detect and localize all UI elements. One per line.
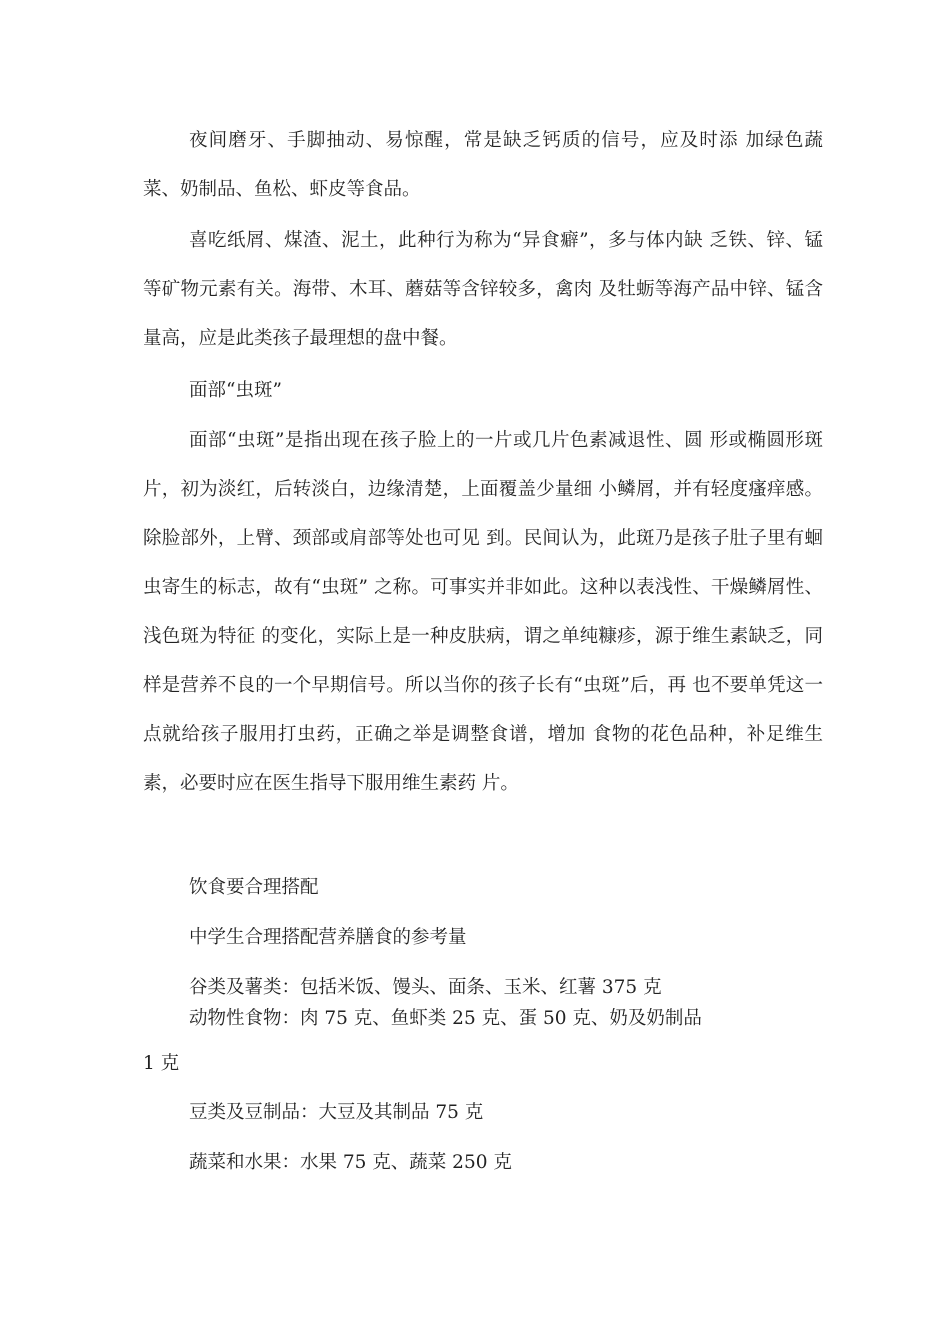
list-item-soy: 豆类及豆制品：大豆及其制品 75 克 bbox=[189, 1102, 484, 1123]
list-item-vegetables-fruit: 蔬菜和水果：水果 75 克、蔬菜 250 克 bbox=[189, 1152, 512, 1173]
heading-face-spots: 面部“虫斑” bbox=[189, 380, 282, 401]
paragraph-face-spots: 面部“虫斑”是指出现在孩子脸上的一片或几片色素减退性、圆 形或椭圆形斑片，初为淡红，后转淡白，边缘清楚，上面覆盖少量细 小鳞屑，并有轻度瘙痒感。除脸部外，上臂、颈部或肩部等处也可见 到。民间认为，此斑乃是孩子肚子里有蛔虫寄生的标志，故有“虫斑” 之称。可事实并非如此。这种以表浅性、干燥鳞屑性、浅色斑为特征 的变化，实际上是一种皮肤病，谓之单纯糠疹，源于维生素缺乏，同 样是营养不良的一个早期信号。所以当你的孩子长有“虫斑”后，再 也不要单凭这一点就给孩子服用打虫药，正确之举是调整食谱，增加 食物的花色品种，补足维生素，必要时应在医生指导下服用维生素药 片。 bbox=[143, 430, 823, 794]
list-item-animal-food: 动物性食物：肉 75 克、鱼虾类 25 克、蛋 50 克、奶及奶制品 bbox=[189, 1008, 702, 1029]
heading-balanced-diet: 饮食要合理搭配 bbox=[189, 877, 319, 898]
paragraph-pica: 喜吃纸屑、煤渣、泥土，此种行为称为“异食癖”，多与体内缺 乏铁、锌、锰等矿物元素有关。海带、木耳、蘑菇等含锌较多，禽肉 及牡蛎等海产品中锌、锰含量高，应是此类孩子最理想的盘中餐。 bbox=[143, 230, 823, 349]
heading-reference-amounts: 中学生合理搭配营养膳食的参考量 bbox=[189, 927, 467, 948]
paragraph-calcium: 夜间磨牙、手脚抽动、易惊醒，常是缺乏钙质的信号，应及时添 加绿色蔬菜、奶制品、鱼松、虾皮等食品。 bbox=[143, 130, 823, 200]
list-item-grains: 谷类及薯类：包括米饭、馒头、面条、玉米、红薯 375 克 bbox=[189, 977, 662, 998]
list-item-animal-food-cont: 1 克 bbox=[143, 1053, 180, 1074]
